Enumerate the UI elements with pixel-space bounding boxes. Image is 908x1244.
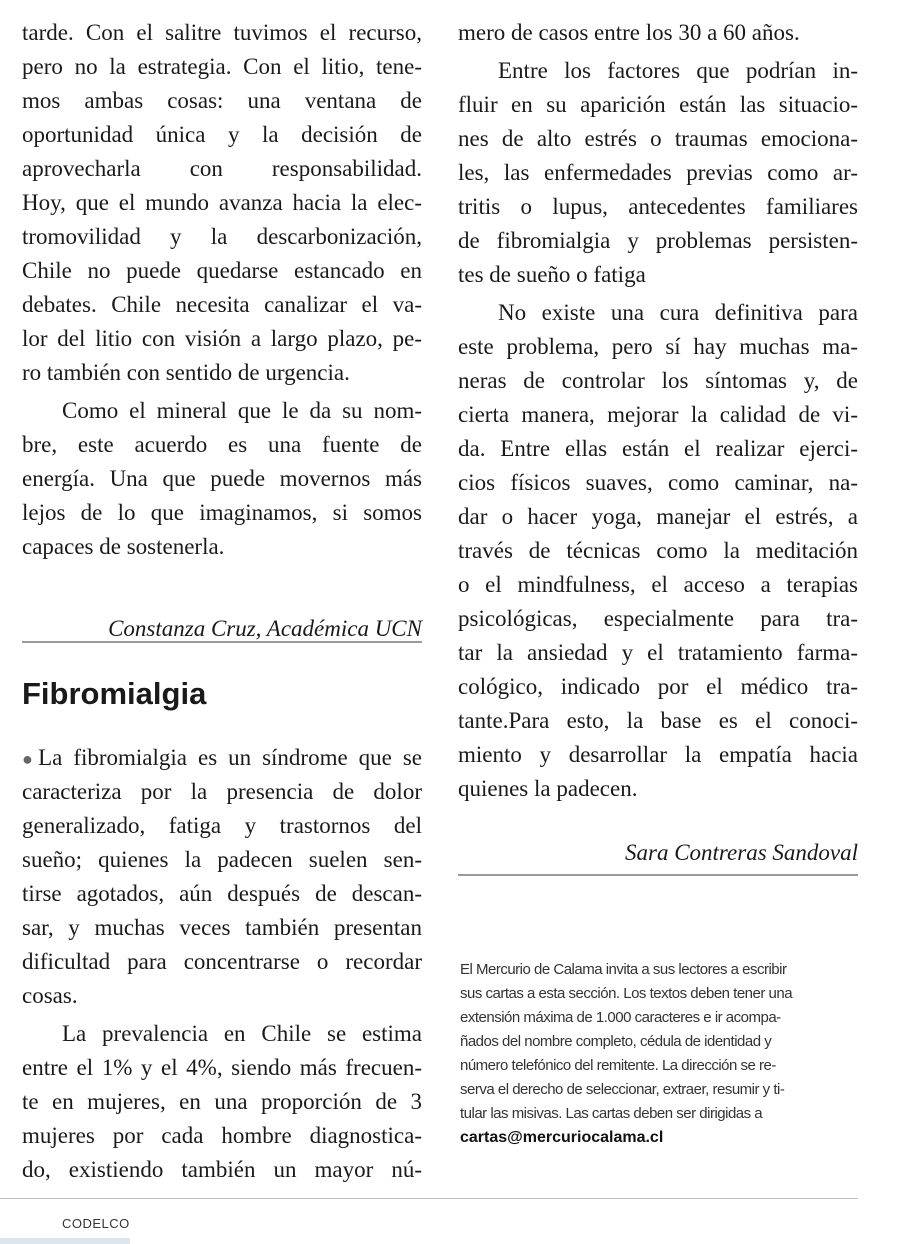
text-line: neras de controlar los síntomas y, de bbox=[458, 368, 858, 393]
text-line: ●La fibromialgia es un síndrome que se bbox=[22, 745, 422, 770]
text-line: tritis o lupus, antecedentes familiares bbox=[458, 194, 858, 219]
note-line: El Mercurio de Calama invita a sus lectores a escribir bbox=[460, 961, 787, 978]
text-line: miento y desarrollar la empatía hacia bbox=[458, 742, 858, 767]
text-line: cosas. bbox=[22, 983, 78, 1008]
text-line: Como el mineral que le da su nom- bbox=[62, 398, 422, 423]
text-line: te en mujeres, en una proporción de 3 bbox=[22, 1089, 422, 1114]
text-line: pero no la estrategia. Con el litio, tene- bbox=[22, 54, 422, 79]
text-line: Chile no puede quedarse estancado en bbox=[22, 258, 422, 283]
letter2-paragraph4 bbox=[458, 296, 858, 806]
text-line: tarde. Con el salitre tuvimos el recurso, bbox=[22, 20, 422, 45]
footer-divider bbox=[0, 1198, 858, 1199]
text-line: da. Entre ellas están el realizar ejerci- bbox=[458, 436, 858, 461]
note-line: número telefónico del remitente. La dirección se re- bbox=[460, 1057, 776, 1074]
text-line: sar, y muchas veces también presentan bbox=[22, 915, 422, 940]
text-line: ro también con sentido de urgencia. bbox=[22, 360, 350, 385]
text-line: lejos de lo que imaginamos, si somos bbox=[22, 500, 422, 525]
letter2-intro bbox=[22, 741, 422, 1013]
text-line: este problema, pero sí hay muchas ma- bbox=[458, 334, 858, 359]
text-line: mos ambas cosas: una ventana de bbox=[22, 88, 422, 113]
text-line: dar o hacer yoga, manejar el estrés, a bbox=[458, 504, 858, 529]
text-line: mero de casos entre los 30 a 60 años. bbox=[458, 20, 800, 45]
text-line: lor del litio con visión a largo plazo, pe- bbox=[22, 326, 422, 351]
text-line: cios físicos suaves, como caminar, na- bbox=[458, 470, 858, 495]
text-line: capaces de sostenerla. bbox=[22, 534, 225, 559]
text-line: caracteriza por la presencia de dolor bbox=[22, 779, 422, 804]
text-line: dificultad para concentrarse o recordar bbox=[22, 949, 422, 974]
footer-accent-bar bbox=[0, 1238, 130, 1244]
letter1-paragraph2 bbox=[22, 394, 422, 564]
text-line: entre el 1% y el 4%, siendo más frecuen- bbox=[22, 1055, 422, 1080]
text-line: Entre los factores que podrían in- bbox=[498, 58, 858, 83]
text-line: tante.Para esto, la base es el conoci- bbox=[458, 708, 858, 733]
text-line: fluir en su aparición están las situacio- bbox=[458, 92, 858, 117]
text-line: No existe una cura definitiva para bbox=[498, 300, 858, 325]
text-line: les, las enfermedades previas como ar- bbox=[458, 160, 858, 185]
text-line: Hoy, que el mundo avanza hacia la elec- bbox=[22, 190, 422, 215]
text-line: debates. Chile necesita canalizar el va- bbox=[22, 292, 422, 317]
text-line: tromovilidad y la descarbonización, bbox=[22, 224, 422, 249]
right-column bbox=[458, 0, 858, 870]
text-line: energía. Una que puede movernos más bbox=[22, 466, 422, 491]
note-line: tular las misivas. Las cartas deben ser dirigidas a bbox=[460, 1105, 763, 1122]
letter2-signature: Sara Contreras Sandoval bbox=[625, 840, 858, 865]
footer-label: CODELCO bbox=[62, 1216, 130, 1231]
text-line: nes de alto estrés o traumas emociona- bbox=[458, 126, 858, 151]
text-line: quienes la padecen. bbox=[458, 776, 638, 801]
text-line: cológico, indicado por el médico tra- bbox=[458, 674, 858, 699]
text-line: oportunidad única y la decisión de bbox=[22, 122, 422, 147]
letter1-signature: Constanza Cruz, Académica UCN bbox=[108, 616, 422, 641]
text-line: o el mindfulness, el acceso a terapias bbox=[458, 572, 858, 597]
letter2-paragraph3 bbox=[458, 54, 858, 292]
divider bbox=[22, 641, 422, 643]
letter1-paragraph1 bbox=[22, 16, 422, 390]
text-line: tes de sueño o fatiga bbox=[458, 262, 646, 287]
letter2-paragraph2-cont bbox=[458, 16, 858, 50]
text-line: tar la ansiedad y el tratamiento farma- bbox=[458, 640, 858, 665]
text-line: tirse agotados, aún después de descan- bbox=[22, 881, 422, 906]
article-title: Fibromialgia bbox=[22, 676, 207, 711]
note-line: serva el derecho de seleccionar, extraer, resumir y ti- bbox=[460, 1081, 785, 1098]
bullet-icon: ● bbox=[22, 749, 39, 769]
text-line: de fibromialgia y problemas persisten- bbox=[458, 228, 858, 253]
text-line: través de técnicas como la meditación bbox=[458, 538, 858, 563]
note-line: extensión máxima de 1.000 caracteres e ir acompa- bbox=[460, 1009, 781, 1026]
text-line: mujeres por cada hombre diagnostica- bbox=[22, 1123, 422, 1148]
letter2-paragraph2 bbox=[22, 1017, 422, 1187]
text-line: La prevalencia en Chile se estima bbox=[62, 1021, 422, 1046]
text-line: cierta manera, mejorar la calidad de vi- bbox=[458, 402, 858, 427]
text-line: psicológicas, especialmente para tra- bbox=[458, 606, 858, 631]
text-line: sueño; quienes la padecen suelen sen- bbox=[22, 847, 422, 872]
text-line: bre, este acuerdo es una fuente de bbox=[22, 432, 422, 457]
text-line: generalizado, fatiga y trastornos del bbox=[22, 813, 422, 838]
left-column bbox=[22, 0, 422, 646]
letter2-left-text bbox=[22, 741, 422, 1187]
email-link[interactable]: cartas@mercuriocalama.cl bbox=[460, 1129, 664, 1146]
note-line: sus cartas a esta sección. Los textos deben tener una bbox=[460, 985, 793, 1002]
divider bbox=[458, 874, 858, 876]
note-line: ñados del nombre completo, cédula de identidad y bbox=[460, 1033, 772, 1050]
text-line: do, existiendo también un mayor nú- bbox=[22, 1157, 422, 1182]
editor-note bbox=[460, 958, 860, 1150]
text-line: aprovecharla con responsabilidad. bbox=[22, 156, 422, 181]
